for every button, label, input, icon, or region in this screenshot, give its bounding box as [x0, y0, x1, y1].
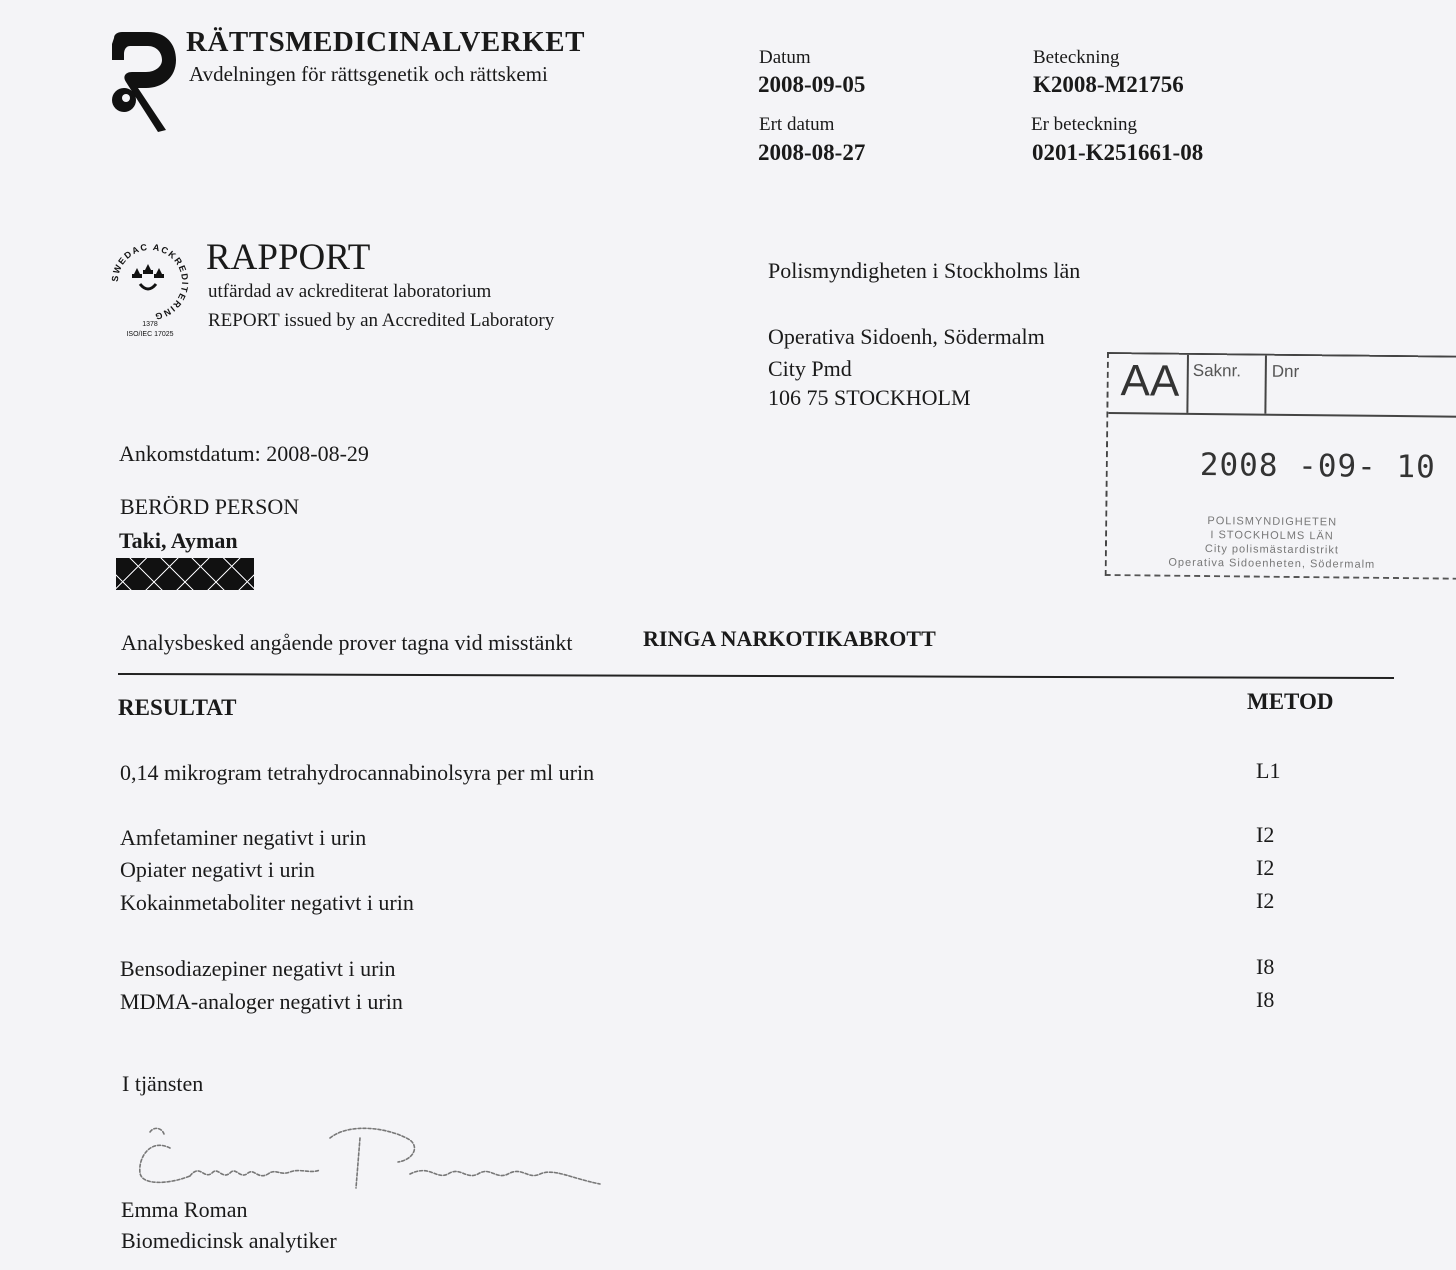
result-row-text: Kokainmetaboliter negativt i urin — [120, 890, 414, 915]
result-row-method: I8 — [1256, 954, 1275, 979]
offense-type: RINGA NARKOTIKABROTT — [643, 626, 936, 651]
redaction-block — [116, 558, 254, 590]
rmv-logo — [108, 30, 180, 134]
result-row-method: I2 — [1256, 822, 1275, 847]
result-row-method: L1 — [1256, 758, 1281, 783]
recipient-office: City Pmd — [768, 356, 852, 381]
beteckning-label: Beteckning — [1033, 47, 1120, 68]
er-beteckning-value: 0201-K251661-08 — [1032, 140, 1204, 165]
method-heading: METOD — [1247, 689, 1334, 714]
datum-label: Datum — [759, 47, 811, 68]
svg-text:SWEDAC ACKREDITERING: SWEDAC ACKREDITERING — [109, 241, 191, 322]
result-row-text: 0,14 mikrogram tetrahydrocannabinolsyra per ml urin — [120, 760, 595, 785]
datum-value: 2008-09-05 — [758, 72, 866, 97]
ert-datum-value: 2008-08-27 — [758, 140, 866, 165]
analysis-statement: Analysbesked angående prover tagna vid misstänkt — [121, 630, 573, 655]
stamp-date: 2008 -09- 10 — [1199, 446, 1436, 486]
organization-department: Avdelningen för rättsgenetik och rättskemi — [189, 62, 548, 86]
report-subtitle-sv: utfärdad av ackrediterat laboratorium — [208, 281, 492, 302]
person-name: Taki, Ayman — [119, 528, 238, 553]
stamp-saknr-label: Saknr. — [1192, 360, 1242, 381]
report-subtitle-en: REPORT issued by an Accredited Laboratory — [208, 310, 555, 331]
ert-datum-label: Ert datum — [759, 114, 835, 135]
result-row-text: MDMA-analoger negativt i urin — [120, 989, 403, 1014]
recipient-unit: Operativa Sidoenh, Södermalm — [768, 324, 1045, 349]
signatory-name: Emma Roman — [121, 1197, 248, 1222]
stamp-dnr-label: Dnr — [1271, 361, 1300, 382]
recipient-postal: 106 75 STOCKHOLM — [768, 385, 971, 410]
stamp-footer-line: City polismästardistrikt — [1204, 543, 1340, 557]
result-row-method: I8 — [1256, 987, 1275, 1012]
stamp-footer-line: POLISMYNDIGHETEN — [1207, 515, 1338, 529]
beteckning-value: K2008-M21756 — [1033, 72, 1184, 97]
person-heading: BERÖRD PERSON — [120, 494, 300, 519]
report-title: RAPPORT — [206, 237, 371, 278]
er-beteckning-label: Er beteckning — [1031, 114, 1138, 135]
result-row-method: I2 — [1256, 855, 1275, 880]
result-row-text: Bensodiazepiner negativt i urin — [120, 956, 396, 981]
result-row-text: Opiater negativt i urin — [120, 857, 315, 882]
signatory-title: Biomedicinsk analytiker — [121, 1228, 337, 1253]
service-line: I tjänsten — [122, 1071, 204, 1096]
received-stamp — [1105, 352, 1456, 580]
organization-name: RÄTTSMEDICINALVERKET — [186, 26, 585, 58]
result-row-text: Amfetaminer negativt i urin — [120, 825, 367, 850]
results-heading: RESULTAT — [118, 695, 237, 720]
recipient-authority: Polismyndigheten i Stockholms län — [768, 258, 1081, 283]
stamp-initials: AA — [1120, 356, 1180, 406]
stamp-footer-line: Operativa Sidoenheten, Södermalm — [1168, 556, 1376, 571]
stamp-footer-line: I STOCKHOLMS LÄN — [1210, 529, 1334, 543]
section-divider — [118, 673, 1394, 679]
result-row-method: I2 — [1256, 888, 1275, 913]
swedac-accreditation-logo — [104, 236, 196, 342]
arrival-date: Ankomstdatum: 2008-08-29 — [119, 441, 369, 466]
svg-text:ISO/IEC 17025: ISO/IEC 17025 — [126, 331, 174, 338]
svg-text:1378: 1378 — [142, 321, 158, 328]
handwritten-signature — [130, 1118, 620, 1198]
